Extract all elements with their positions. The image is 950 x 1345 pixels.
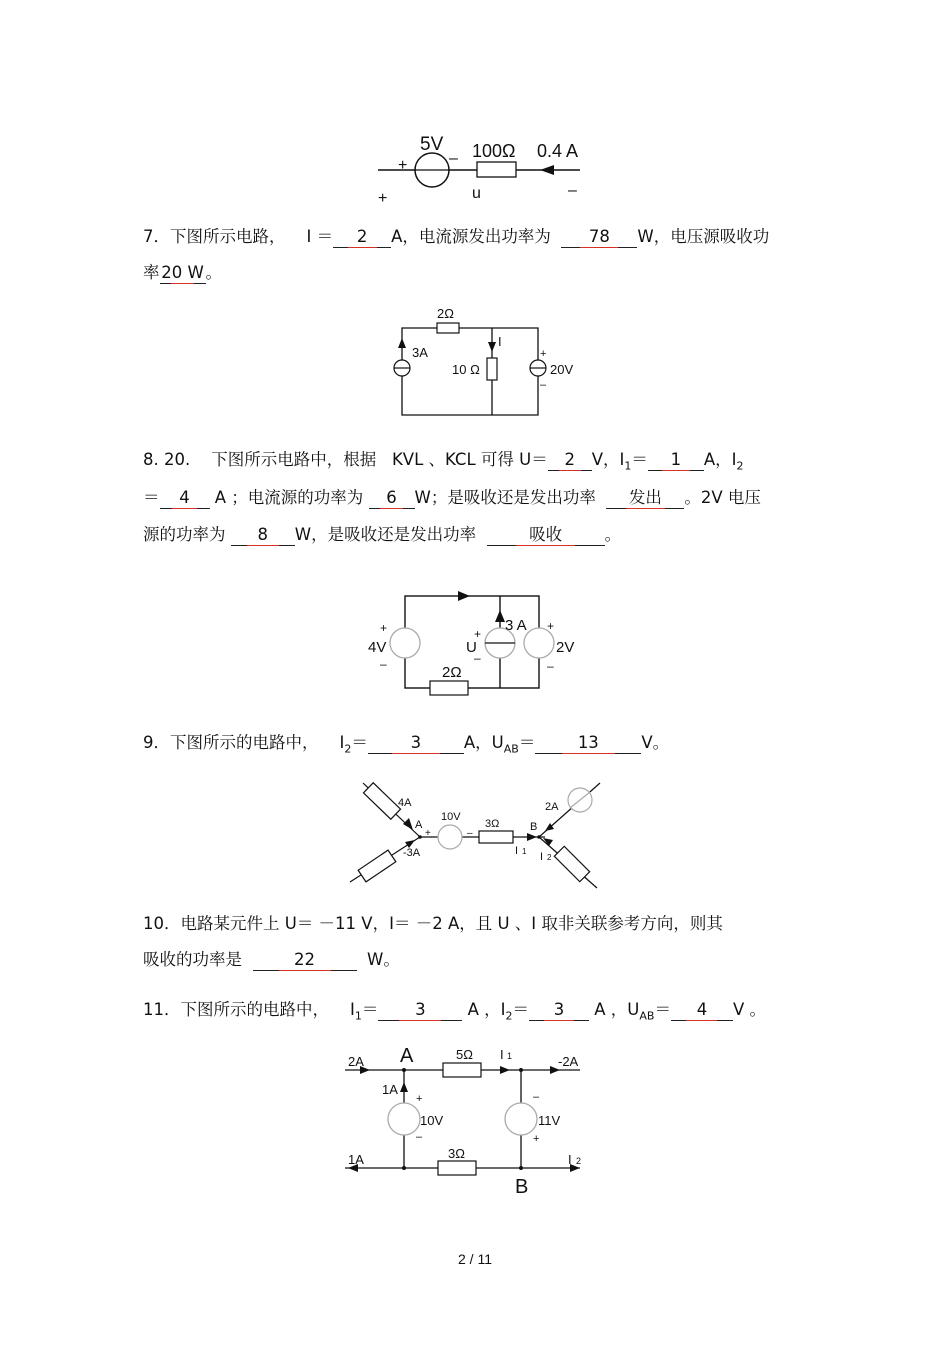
svg-text:11V: 11V (538, 1113, 561, 1128)
svg-text:+: + (533, 1133, 540, 1145)
svg-text:+: + (416, 1093, 423, 1105)
svg-text:–: – (474, 651, 481, 665)
svg-text:–: – (540, 379, 547, 391)
question-8-line3: 源的功率为 8 W，是吸收还是发出功率 吸收 。 (143, 525, 622, 544)
question-10-line2: 吸收的功率是 22 W。 (143, 950, 400, 969)
svg-text:100Ω: 100Ω (472, 141, 516, 161)
svg-text:10V: 10V (420, 1113, 444, 1128)
figure-q11-circuit (340, 1040, 600, 1200)
answer-blank[interactable]: 13 (535, 733, 641, 754)
svg-text:–: – (416, 1131, 423, 1143)
answer-blank[interactable]: 8 (231, 525, 295, 546)
question-9: 9．下图所示的电路中， $I_2= 3$ A，$U_{AB}= 13$ V。 (143, 733, 670, 756)
svg-text:4A: 4A (398, 797, 412, 809)
svg-text:1A: 1A (348, 1152, 364, 1167)
svg-text:2Ω: 2Ω (442, 664, 462, 681)
answer-blank[interactable]: 4 (671, 1000, 733, 1021)
svg-text:2A: 2A (545, 801, 559, 813)
svg-text:2Ω: 2Ω (437, 306, 454, 321)
page-number: 2 / 11 (458, 1251, 492, 1267)
svg-text:+: + (547, 619, 555, 633)
svg-text:1: 1 (507, 1051, 513, 1061)
answer-blank[interactable]: 2 (333, 227, 391, 248)
svg-text:-2A: -2A (558, 1054, 579, 1069)
svg-text:I: I (515, 845, 519, 857)
answer-blank[interactable]: 1 (648, 450, 704, 471)
svg-text:U: U (466, 639, 477, 656)
svg-text:5V: 5V (420, 134, 444, 155)
svg-text:+: + (380, 621, 388, 635)
svg-text:A: A (400, 1045, 414, 1067)
svg-text:B: B (530, 821, 538, 833)
svg-text:1A: 1A (382, 1082, 398, 1097)
question-7-line1: 7．下图所示电路， I ＝ 2 A，电流源发出功率为 78 W，电压源吸收功 (143, 227, 770, 246)
answer-blank[interactable]: 2 (548, 450, 592, 471)
svg-text:3Ω: 3Ω (485, 818, 500, 830)
svg-text:I: I (540, 851, 544, 863)
svg-text:10 Ω: 10 Ω (452, 362, 480, 377)
svg-text:I: I (568, 1152, 572, 1167)
answer-blank[interactable]: 发出 (606, 488, 684, 509)
svg-text:B: B (515, 1176, 529, 1198)
svg-text:–: – (533, 1091, 540, 1103)
answer-blank[interactable]: 3 (368, 733, 464, 754)
svg-text:I: I (498, 334, 502, 349)
svg-text:+: + (378, 190, 388, 205)
question-10-line1: 10．电路某元件上 U＝ －11 V，I＝ －2 A，且 U 、I 取非关联参考方向，则其 (143, 914, 723, 933)
svg-text:–: – (467, 828, 473, 839)
svg-text:10V: 10V (441, 811, 461, 823)
svg-text:u: u (472, 185, 481, 202)
svg-text:–: – (547, 659, 554, 673)
figure-q7-circuit (380, 300, 600, 425)
svg-text:2V: 2V (556, 639, 575, 656)
svg-text:5Ω: 5Ω (456, 1047, 473, 1062)
figure-q6-circuit (370, 125, 600, 205)
svg-text:+: + (398, 157, 408, 174)
svg-text:0.4 A: 0.4 A (537, 141, 579, 161)
question-7-line2: 率 20 W 。 (143, 263, 222, 282)
answer-blank[interactable]: 3 (529, 1000, 589, 1021)
figure-q9-circuit (345, 778, 610, 893)
svg-text:+: + (425, 828, 431, 839)
svg-text:4V: 4V (368, 639, 387, 656)
answer-blank[interactable]: 3 (378, 1000, 462, 1021)
question-11: 11．下图所示的电路中， $I_1= 3$ A ，$I_2= 3$ A ，$U_{AB}= 4$ V 。 (143, 1000, 766, 1023)
svg-text:+: + (540, 348, 547, 360)
svg-text:3Ω: 3Ω (448, 1146, 465, 1161)
svg-text:I: I (500, 1047, 504, 1062)
figure-q8-circuit (360, 580, 590, 700)
svg-text:2: 2 (576, 1156, 582, 1166)
question-8-line1: 8. 20. 下图所示电路中，根据 KVL 、KCL 可得 U＝ 2 V，$I_1= 1$ A，$I_2$ (143, 450, 744, 473)
answer-blank[interactable]: 6 (369, 488, 415, 509)
svg-text:-3A: -3A (403, 847, 421, 859)
answer-blank[interactable]: 吸收 (487, 525, 605, 546)
svg-text:2A: 2A (348, 1054, 364, 1069)
answer-blank[interactable]: 20 W (161, 263, 204, 282)
question-8-line2: ＝ 4 A ；电流源的功率为 6 W；是吸收还是发出功率 发出 。2V 电压 (143, 488, 761, 507)
svg-text:+: + (474, 627, 482, 641)
svg-text:–: – (449, 150, 458, 167)
svg-text:3 A: 3 A (505, 617, 527, 634)
svg-text:2: 2 (547, 853, 552, 862)
svg-text:–: – (380, 657, 387, 671)
svg-text:A: A (415, 819, 423, 831)
answer-blank[interactable]: 22 (253, 950, 357, 971)
svg-text:1: 1 (522, 847, 527, 856)
svg-text:–: – (568, 182, 577, 199)
svg-text:20V: 20V (550, 362, 574, 377)
answer-blank[interactable]: 4 (160, 488, 210, 509)
svg-text:3A: 3A (412, 345, 428, 360)
answer-blank[interactable]: 78 (561, 227, 637, 248)
